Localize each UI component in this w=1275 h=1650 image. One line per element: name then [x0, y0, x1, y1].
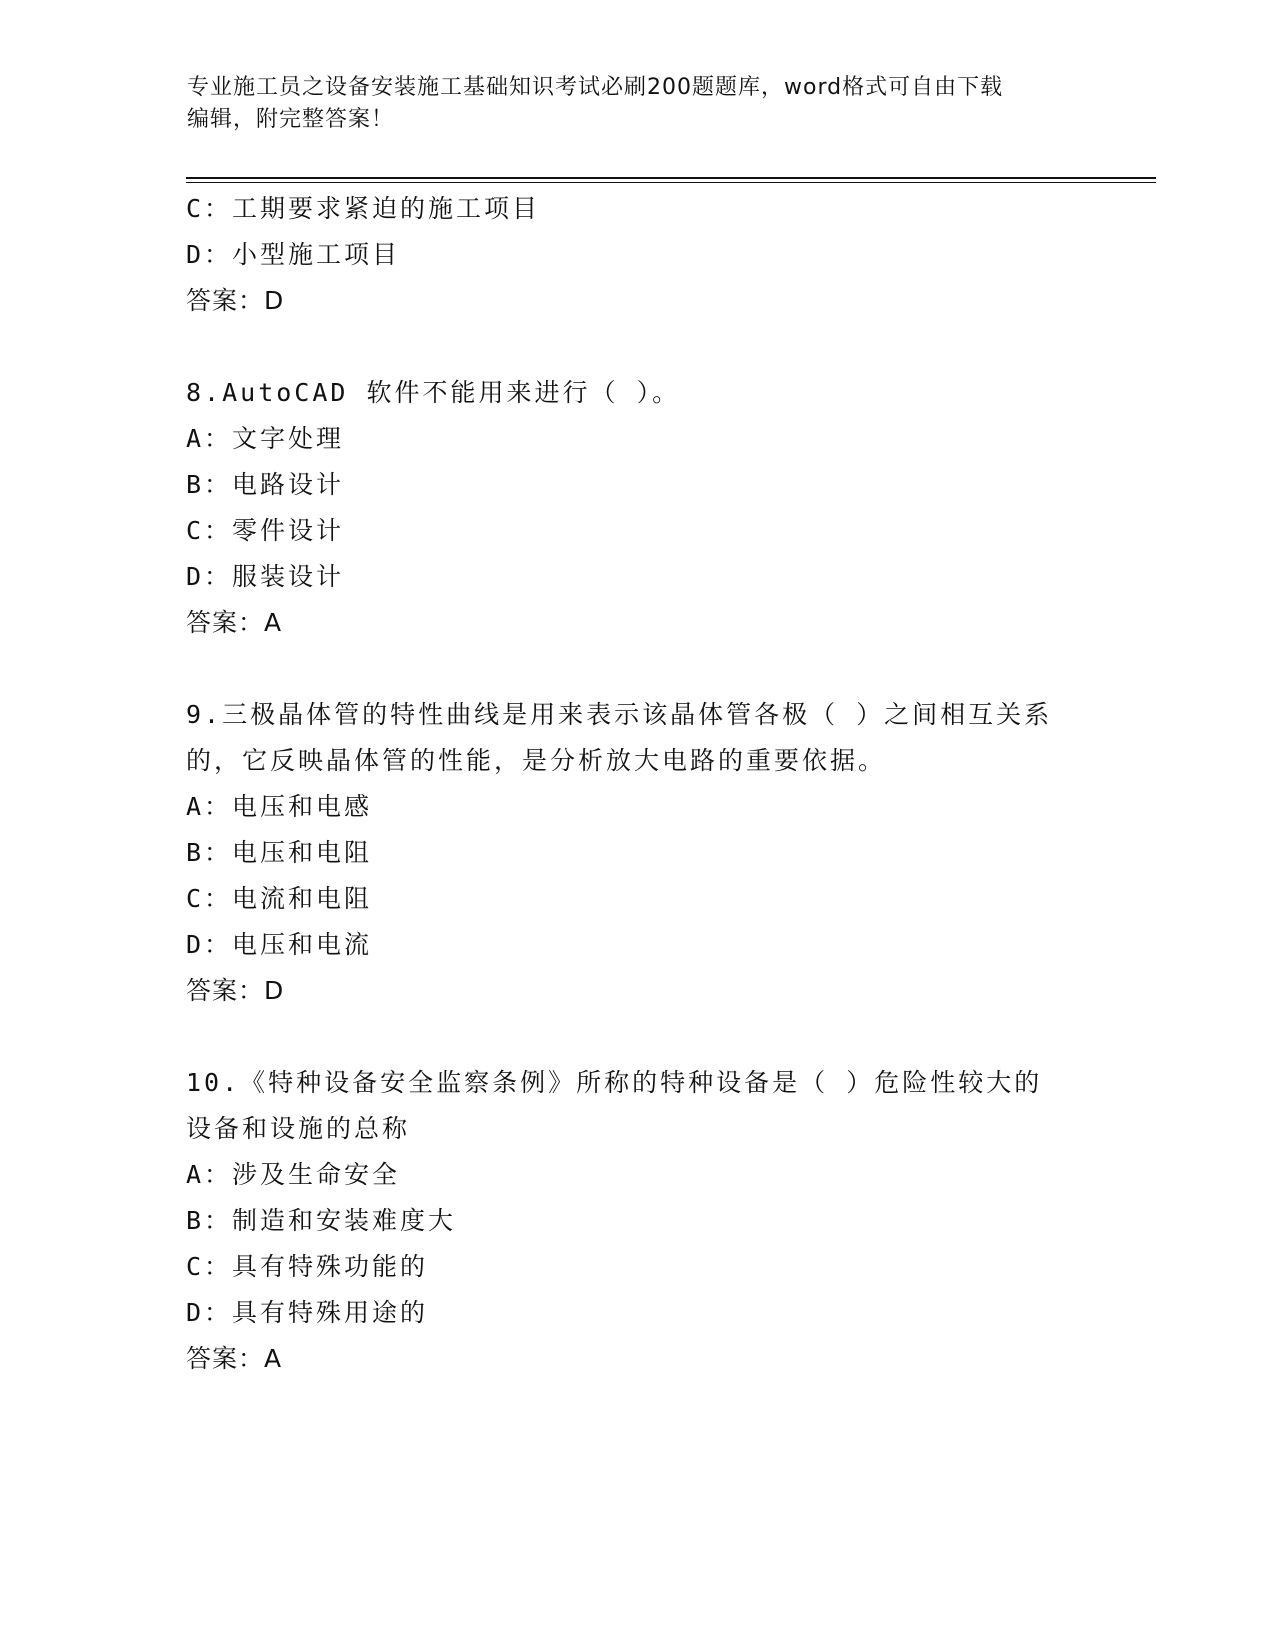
question-7: [186, 186, 1086, 324]
spacer: [186, 646, 1086, 692]
q8-answer: 答案：A: [186, 608, 283, 637]
q7-option-c: C：工期要求紧迫的施工项目: [186, 194, 541, 223]
q10-option-a: A：涉及生命安全: [186, 1160, 401, 1189]
q10-option-d: D：具有特殊用途的: [186, 1298, 429, 1327]
header-line-2: 编辑，附完整答案！: [187, 107, 395, 132]
q8-option-d: D：服装设计: [186, 562, 345, 591]
q10-question-line-1: 10.《特种设备安全监察条例》所称的特种设备是（ ）危险性较大的: [186, 1068, 1043, 1097]
q9-option-d: D：电压和电流: [186, 930, 373, 959]
q9-question-line-2: 的，它反映晶体管的性能，是分析放大电路的重要依据。: [186, 746, 887, 775]
q8-question: 8.AutoCAD 软件不能用来进行（ ）。: [186, 378, 681, 407]
header-divider-thick: [186, 177, 1156, 179]
q7-option-d: D：小型施工项目: [186, 240, 401, 269]
spacer: [186, 1014, 1086, 1060]
q10-option-c: C：具有特殊功能的: [186, 1252, 429, 1281]
header-divider-thin: [186, 182, 1156, 183]
q8-option-a: A：文字处理: [186, 424, 345, 453]
question-list: [186, 186, 1086, 1382]
q10-answer: 答案：A: [186, 1344, 283, 1373]
q9-option-a: A：电压和电感: [186, 792, 373, 821]
question-8: [186, 370, 1086, 646]
q8-option-b: B：电路设计: [186, 470, 345, 499]
q9-answer: 答案：D: [186, 976, 285, 1005]
q8-option-c: C：零件设计: [186, 516, 345, 545]
q9-question-line-1: 9.三极晶体管的特性曲线是用来表示该晶体管各极（ ）之间相互关系: [186, 700, 1053, 729]
q10-question-line-2: 设备和设施的总称: [186, 1114, 411, 1143]
q7-answer: 答案：D: [186, 286, 285, 315]
q10-option-b: B：制造和安装难度大: [186, 1206, 457, 1235]
header-line-1: 专业施工员之设备安装施工基础知识考试必刷200题题库，word格式可自由下载: [187, 75, 1004, 100]
document-header: [187, 72, 1087, 136]
q9-option-b: B：电压和电阻: [186, 838, 373, 867]
q9-option-c: C：电流和电阻: [186, 884, 373, 913]
question-9: [186, 692, 1086, 1014]
question-10: [186, 1060, 1086, 1382]
spacer: [186, 324, 1086, 370]
